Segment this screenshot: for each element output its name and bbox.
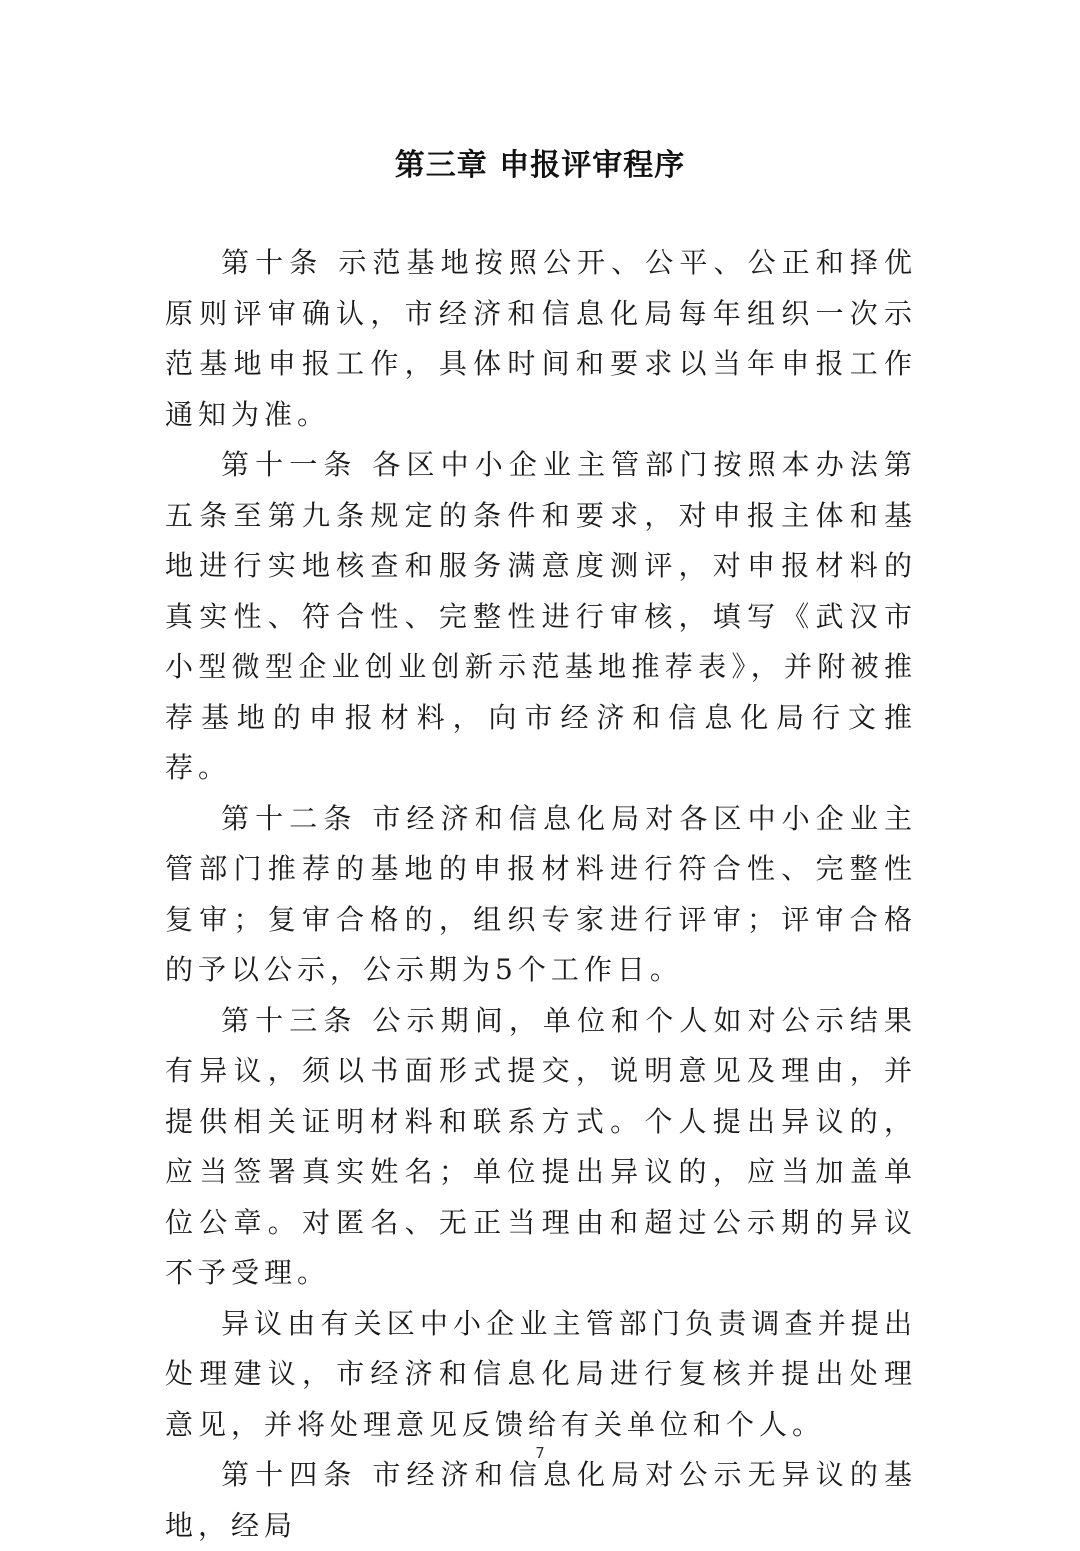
document-body [165, 238, 917, 1551]
article-11: 第十一条 各区中小企业主管部门按照本办法第五条至第九条规定的条件和要求，对申报主体和基地进行实地核查和服务满意度测评，对申报材料的真实性、符合性、完整性进行审核，填写《武汉市小型微型企业创业创新示范基地推荐表》，并附被推荐基地的申报材料，向市经济和信息化局行文推荐。 [165, 448, 917, 784]
article-10: 第十条 示范基地按照公开、公平、公正和择优原则评审确认，市经济和信息化局每年组织一次示范基地申报工作，具体时间和要求以当年申报工作通知为准。 [165, 246, 917, 431]
article-12: 第十二条 市经济和信息化局对各区中小企业主管部门推荐的基地的申报材料进行符合性、完整性复审；复审合格的，组织专家进行评审；评审合格的予以公示，公示期为5个工作日。 [165, 801, 917, 986]
article-14: 第十四条 市经济和信息化局对公示无异议的基地，经局 [165, 1458, 917, 1542]
article-13: 第十三条 公示期间，单位和个人如对公示结果有异议，须以书面形式提交，说明意见及理由，并提供相关证明材料和联系方式。个人提出异议的，应当签署真实姓名；单位提出异议的，应当加盖单位公章。对匿名、无正当理由和超过公示期的异议不予受理。 [165, 1003, 917, 1289]
chapter-title: 第三章 申报评审程序 [394, 148, 686, 183]
page-number: 7 [535, 1444, 545, 1462]
objection-handling-paragraph: 异议由有关区中小企业主管部门负责调查并提出处理建议，市经济和信息化局进行复核并提出处理意见，并将处理意见反馈给有关单位和个人。 [165, 1306, 917, 1441]
